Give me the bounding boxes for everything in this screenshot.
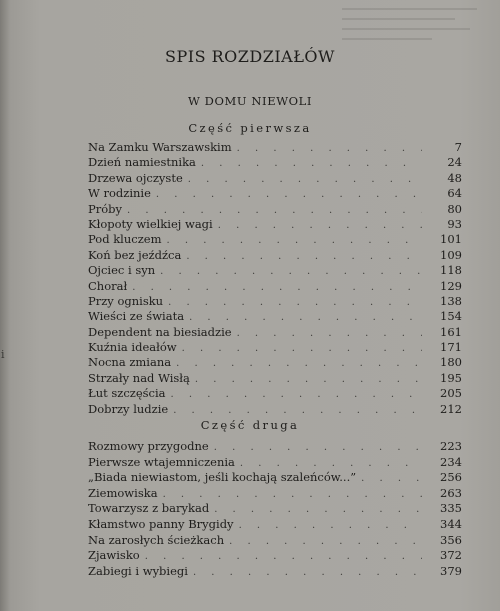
dot-leader xyxy=(240,456,422,472)
toc-entry xyxy=(88,533,468,549)
chapter-title: Na zarosłych ścieżkach xyxy=(88,532,225,547)
chapter-title: Łut szczęścia xyxy=(88,386,166,401)
dot-leader xyxy=(237,326,422,341)
page-number: 7 xyxy=(454,140,462,154)
page-number: 24 xyxy=(447,155,462,170)
toc-entry xyxy=(88,402,468,417)
toc-entry xyxy=(88,140,468,155)
dot-leader xyxy=(176,356,422,371)
page-number: 263 xyxy=(440,485,462,500)
toc-entry xyxy=(88,309,468,324)
chapter-title: Pierwsze wtajemniczenia xyxy=(88,454,235,469)
page-number: 118 xyxy=(440,263,462,278)
toc-entry xyxy=(88,386,468,401)
toc-entry xyxy=(88,501,468,517)
page-number: 205 xyxy=(440,386,462,401)
toc-list-part-1 xyxy=(88,140,468,417)
dot-leader xyxy=(171,387,422,402)
page-number: 138 xyxy=(440,293,462,308)
toc-entry xyxy=(88,202,468,217)
page-number: 195 xyxy=(440,370,462,385)
chapter-title: W rodzinie xyxy=(88,186,151,201)
toc-entry xyxy=(88,470,468,486)
page-number: 171 xyxy=(440,340,462,355)
toc-entry xyxy=(88,439,468,455)
chapter-title: Próby xyxy=(88,201,123,216)
dot-leader xyxy=(173,403,422,418)
chapter-title: Strzały nad Wisłą xyxy=(88,370,190,385)
toc-entry xyxy=(88,217,468,232)
dot-leader xyxy=(193,565,422,581)
page-number: 356 xyxy=(440,532,462,547)
chapter-title: Dzień namiestnika xyxy=(88,155,196,170)
page-number: 223 xyxy=(440,439,462,453)
toc-entry xyxy=(88,248,468,263)
dot-leader xyxy=(182,341,422,356)
dot-leader xyxy=(218,218,422,233)
page-number: 129 xyxy=(440,278,462,293)
chapter-title: Dobrzy ludzie xyxy=(88,401,169,416)
chapter-title: Zjawisko xyxy=(88,548,140,563)
chapter-title: Kłamstwo panny Brygidy xyxy=(88,516,234,531)
chapter-title: Pod kluczem xyxy=(88,232,162,247)
dot-leader xyxy=(195,372,422,387)
chapter-title: Rozmowy przygodne xyxy=(88,439,209,453)
toc-list-part-2 xyxy=(88,439,468,579)
dot-leader xyxy=(145,549,422,565)
dot-leader xyxy=(186,249,422,264)
page-number: 234 xyxy=(440,454,462,469)
dot-leader xyxy=(214,440,422,456)
section-heading: W DOMU NIEWOLI xyxy=(187,94,313,108)
dot-leader xyxy=(361,471,422,487)
dot-leader xyxy=(229,534,422,550)
chapter-title: Chorał xyxy=(88,278,128,293)
part-heading-2: Część druga xyxy=(200,418,300,432)
toc-entry xyxy=(88,340,468,355)
dot-leader xyxy=(239,518,422,534)
chapter-title: Na Zamku Warszawskim xyxy=(88,140,232,154)
page-number: 109 xyxy=(440,247,462,262)
toc-entry xyxy=(88,279,468,294)
show-through-text xyxy=(342,0,492,50)
chapter-title: Wieści ze świata xyxy=(88,309,185,324)
toc-entry xyxy=(88,186,468,201)
toc-entry xyxy=(88,455,468,471)
chapter-title: Przy ognisku xyxy=(88,293,164,308)
toc-entry xyxy=(88,564,468,580)
toc-entry xyxy=(88,548,468,564)
toc-entry xyxy=(88,232,468,247)
chapter-title: Drzewa ojczyste xyxy=(88,170,183,185)
part-heading-1: Część pierwsza xyxy=(188,121,312,135)
toc-entry xyxy=(88,171,468,186)
page-number: 372 xyxy=(440,548,462,563)
toc-entry xyxy=(88,263,468,278)
page-number: 379 xyxy=(440,563,462,578)
dot-leader xyxy=(188,172,422,187)
page-number: 93 xyxy=(447,216,462,231)
dot-leader xyxy=(127,203,422,218)
page-number: 80 xyxy=(447,201,462,216)
chapter-title: Ojciec i syn xyxy=(88,263,156,278)
dot-leader xyxy=(214,502,422,518)
chapter-title: Ziemowiska xyxy=(88,485,158,500)
toc-entry xyxy=(88,486,468,502)
page-number: 154 xyxy=(440,309,462,324)
page-number: 344 xyxy=(440,516,462,531)
chapter-title: Towarzysz z barykad xyxy=(88,501,210,516)
dot-leader xyxy=(237,141,422,156)
toc-entry xyxy=(88,355,468,370)
page-number: 256 xyxy=(440,470,462,485)
page-number: 161 xyxy=(440,324,462,339)
chapter-title: Kuźnia ideałów xyxy=(88,340,177,355)
chapter-title: Dependent na biesiadzie xyxy=(88,324,232,339)
dot-leader xyxy=(201,156,422,171)
dot-leader xyxy=(160,264,422,279)
page-number: 64 xyxy=(447,186,462,201)
dot-leader xyxy=(163,487,422,503)
toc-entry xyxy=(88,294,468,309)
chapter-title: Zabiegi i wybiegi xyxy=(88,563,188,578)
toc-entry xyxy=(88,371,468,386)
page-number: 335 xyxy=(440,501,462,516)
toc-entry xyxy=(88,325,468,340)
dot-leader xyxy=(189,310,422,325)
page-number: 101 xyxy=(440,232,462,247)
page-number: 180 xyxy=(440,355,462,370)
chapter-title: Koń bez jeźdźca xyxy=(88,247,182,262)
dot-leader xyxy=(168,295,422,310)
chapter-title: „Biada niewiastom, jeśli kochają szaleńców...” xyxy=(88,470,357,485)
chapter-title: Nocna zmiana xyxy=(88,355,172,370)
toc-entry xyxy=(88,517,468,533)
margin-mark: i xyxy=(1,348,5,361)
dot-leader xyxy=(166,233,422,248)
page-number: 212 xyxy=(440,401,462,416)
page-title: SPIS ROZDZIAŁÓW xyxy=(165,47,335,66)
page-number: 48 xyxy=(447,170,462,185)
dot-leader xyxy=(132,280,422,295)
toc-entry xyxy=(88,155,468,170)
chapter-title: Kłopoty wielkiej wagi xyxy=(88,216,213,231)
dot-leader xyxy=(156,187,422,202)
